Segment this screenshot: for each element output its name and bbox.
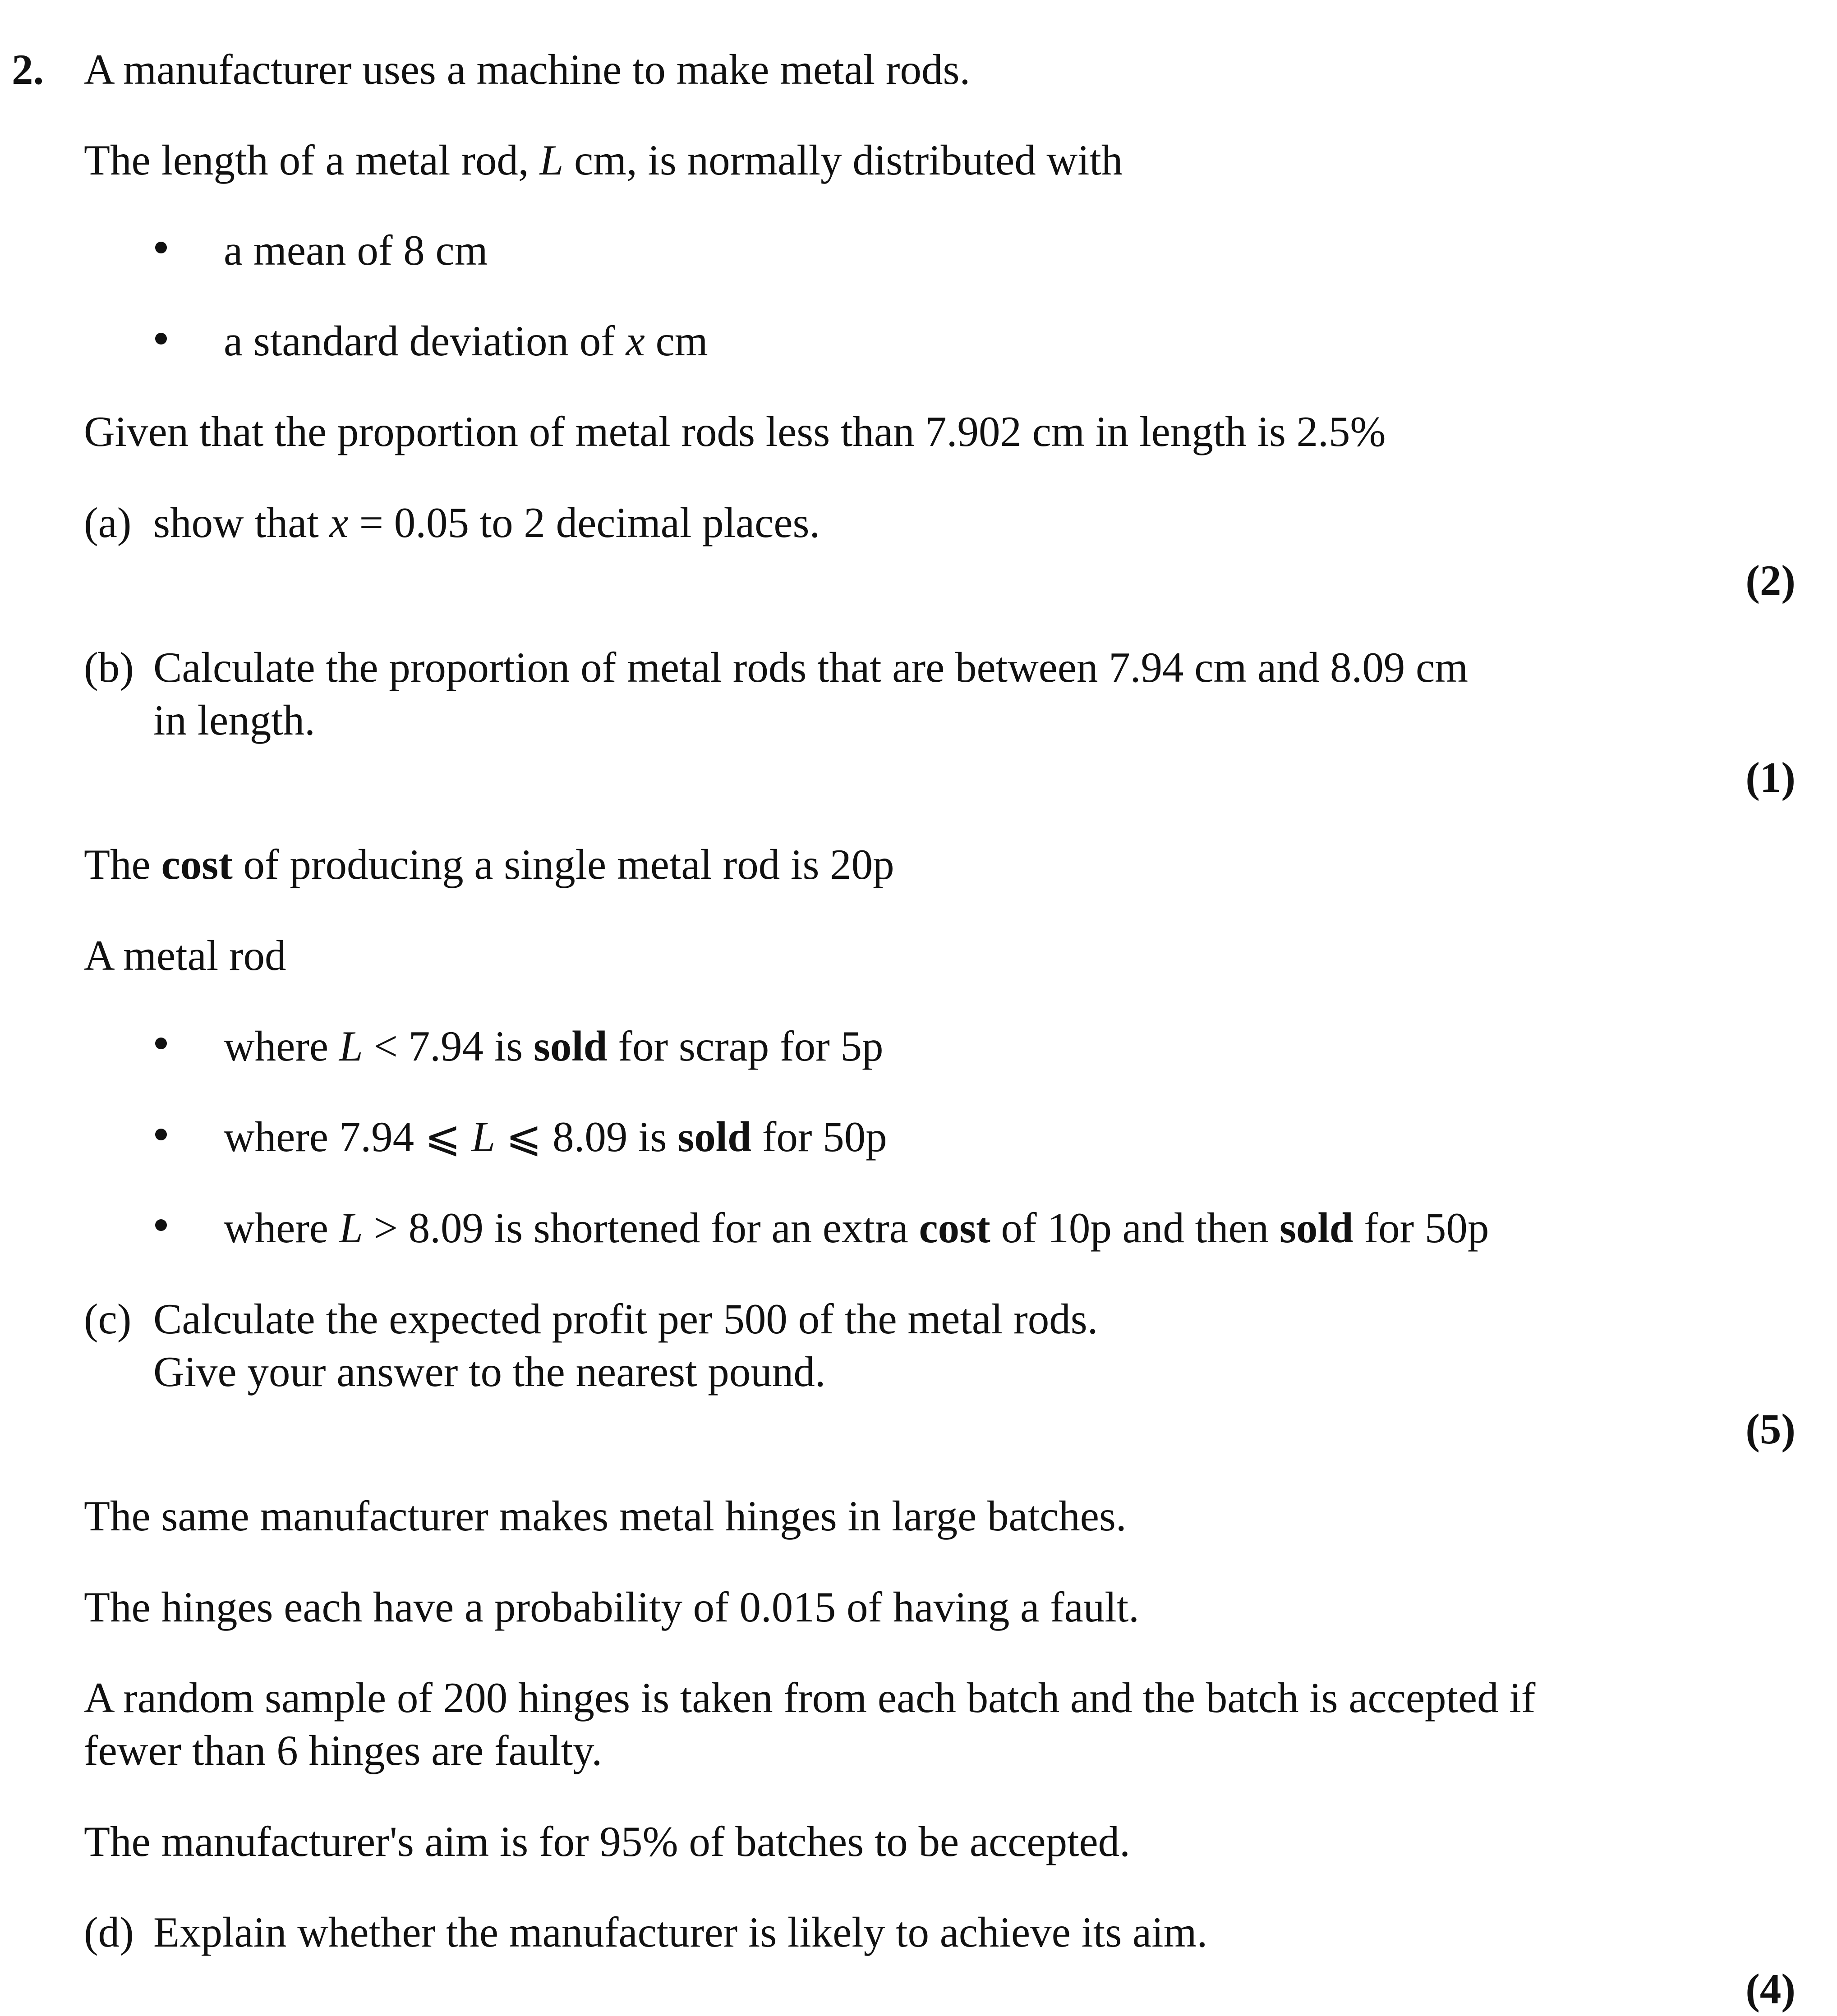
sale-b2-cond: ⩽ 8.09 is — [495, 1113, 678, 1161]
length-variable: L — [539, 136, 564, 184]
bullet-icon — [155, 1038, 167, 1049]
sale-b2-post: for 50p — [751, 1113, 887, 1161]
part-d-marks: (4) — [1745, 1965, 1796, 2013]
hinges-p2: The hinges each have a probability of 0.015 of having a fault. — [84, 1583, 1139, 1631]
given-statement: Given that the proportion of metal rods less than 7.902 cm in length is 2.5% — [84, 408, 1386, 455]
sd-post: cm — [645, 317, 708, 365]
sale-bullet-2 — [224, 1113, 887, 1161]
part-c-label: (c) — [84, 1295, 132, 1343]
length-line-post: cm, is normally distributed with — [563, 136, 1123, 184]
sale-b1-post: for scrap for 5p — [607, 1022, 884, 1070]
hinges-p4: The manufacturer's aim is for 95% of batches to be accepted. — [84, 1818, 1130, 1865]
cost-line — [84, 840, 894, 888]
sale-b3-post: for 50p — [1353, 1204, 1489, 1252]
sd-pre: a standard deviation of — [224, 317, 626, 365]
bullet-icon — [155, 1129, 167, 1140]
part-a-marks: (2) — [1745, 556, 1796, 604]
sale-b3-bold1: cost — [919, 1204, 990, 1252]
sale-b3-cond: > 8.09 is shortened for an extra — [363, 1204, 919, 1252]
sale-bullet-1 — [224, 1022, 884, 1070]
part-a-label: (a) — [84, 499, 132, 546]
sale-b3-variable: L — [339, 1204, 363, 1252]
part-c-line2: Give your answer to the nearest pound. — [153, 1348, 826, 1396]
question-intro: A manufacturer uses a machine to make metal rods. — [84, 46, 971, 93]
part-c-marks: (5) — [1745, 1405, 1796, 1453]
part-a-text — [153, 501, 820, 544]
part-a-post: = 0.05 to 2 decimal places. — [348, 499, 820, 546]
sale-bullet-3 — [224, 1204, 1489, 1252]
cost-line-pre: The — [84, 840, 161, 888]
rod-intro: A metal rod — [84, 932, 286, 979]
cost-bold: cost — [161, 840, 233, 888]
sd-variable: x — [626, 317, 645, 365]
part-d-text: Explain whether the manufacturer is likely to achieve its aim. — [153, 1908, 1208, 1956]
part-b-line1: Calculate the proportion of metal rods that are between 7.94 cm and 8.09 cm — [153, 643, 1469, 691]
hinges-p1: The same manufacturer makes metal hinges in large batches. — [84, 1492, 1127, 1540]
length-line-pre: The length of a metal rod, — [84, 136, 540, 184]
part-d-label: (d) — [84, 1908, 134, 1956]
bullet-icon — [155, 1219, 167, 1231]
sale-b2-where: where 7.94 ⩽ — [224, 1113, 472, 1161]
part-b-line2: in length. — [153, 696, 315, 744]
hinges-p3-line2: fewer than 6 hinges are faulty. — [84, 1727, 603, 1774]
sale-b1-bold: sold — [533, 1022, 608, 1070]
sale-b1-cond: < 7.94 is — [363, 1022, 534, 1070]
sale-b2-variable: L — [471, 1113, 496, 1161]
question-number: 2. — [12, 46, 44, 93]
cost-line-post: of producing a single metal rod is 20p — [232, 840, 894, 888]
sale-b3-mid: of 10p and then — [990, 1204, 1280, 1252]
sd-bullet-text — [224, 317, 708, 365]
sale-b3-where: where — [224, 1204, 339, 1252]
sale-b3-bold2: sold — [1279, 1204, 1354, 1252]
part-a-variable: x — [329, 499, 349, 546]
bullet-icon — [155, 242, 167, 253]
hinges-p3-line1: A random sample of 200 hinges is taken from each batch and the batch is accepted if — [84, 1674, 1536, 1722]
mean-bullet-text: a mean of 8 cm — [224, 226, 488, 274]
bullet-icon — [155, 333, 167, 344]
length-line — [84, 136, 1123, 184]
sale-b1-variable: L — [339, 1022, 363, 1070]
sale-b2-bold: sold — [677, 1113, 751, 1161]
part-c-line1: Calculate the expected profit per 500 of the metal rods. — [153, 1295, 1098, 1343]
sale-b1-where: where — [224, 1022, 339, 1070]
part-a-pre: show that — [153, 499, 330, 546]
part-b-label: (b) — [84, 643, 134, 691]
part-b-marks: (1) — [1745, 753, 1796, 801]
